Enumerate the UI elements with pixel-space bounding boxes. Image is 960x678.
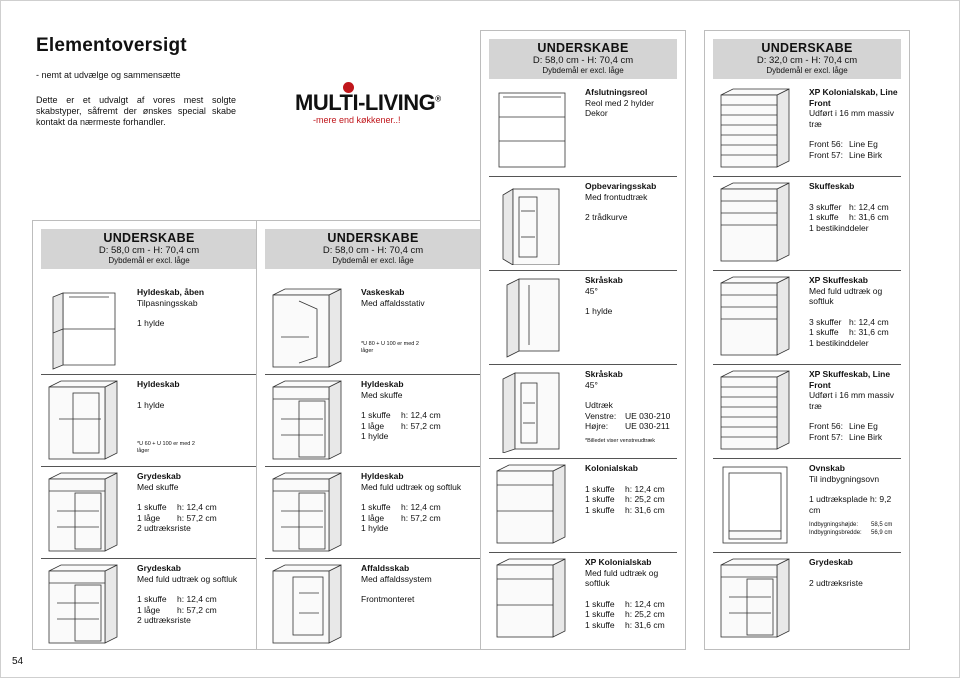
cabinet-name: XP Kolonialskab, Line Front xyxy=(809,87,898,108)
cabinet-item xyxy=(489,459,677,553)
spec-line: Udført i 16 mm massiv træ xyxy=(809,108,895,129)
spec-line xyxy=(585,390,675,400)
spec-line: Frontmonteret xyxy=(361,594,415,604)
spec-line xyxy=(585,296,675,306)
spec-line: 1 skuffe h: 12,4 cm xyxy=(361,410,441,420)
cabinet-item xyxy=(41,467,257,559)
spec-line: 2 trådkurve xyxy=(585,212,628,222)
page-number: 54 xyxy=(12,656,24,667)
cabinet-description xyxy=(137,563,255,626)
spec-line: Med affaldssystem xyxy=(361,573,432,584)
cabinet-name: Skråskab xyxy=(585,369,623,379)
cabinet-name: XP Skuffeskab, Line Front xyxy=(809,369,891,390)
cabinet-description xyxy=(361,379,479,442)
spec-line: Udtræk xyxy=(585,400,613,410)
cabinet-column-4 xyxy=(704,30,910,650)
spec-line: 1 skuffe h: 12,4 cm xyxy=(137,502,217,512)
cabinet-name: XP Skuffeskab xyxy=(809,275,868,285)
spec-line: 1 låge h: 57,2 cm xyxy=(361,420,441,431)
cabinet-description xyxy=(137,379,255,454)
spec-line: Med skuffe xyxy=(137,481,179,492)
column-title: UNDERSKABE xyxy=(761,41,853,55)
cabinet-item xyxy=(713,459,901,553)
spec-line xyxy=(809,568,899,578)
spec-line xyxy=(809,129,899,139)
cabinet-description xyxy=(809,181,899,233)
spec-line xyxy=(809,307,899,317)
logo-tagline: -mere end køkkener..! xyxy=(313,115,401,125)
cabinet-description xyxy=(809,275,899,348)
spec-line xyxy=(137,308,255,318)
column-title: UNDERSKABE xyxy=(103,231,195,245)
spec-line: 1 hylde xyxy=(137,318,165,328)
cabinet-item xyxy=(489,83,677,177)
spec-line xyxy=(809,411,899,421)
cabinet-description xyxy=(585,463,675,515)
spec-line xyxy=(361,492,479,502)
cabinet-name: Vaskeskab xyxy=(361,287,405,297)
cabinet-name: Hyldeskab xyxy=(361,471,404,481)
cabinet-column-1 xyxy=(32,220,266,650)
spec-line: Front 57: Line Birk xyxy=(809,149,883,160)
cabinet-description xyxy=(585,87,675,119)
spec-line: 1 skuffe h: 12,4 cm xyxy=(137,594,217,604)
cabinet-description xyxy=(585,275,675,317)
spec-line xyxy=(809,192,899,202)
column-dimensions: D: 58,0 cm - H: 70,4 cm xyxy=(322,245,424,256)
cabinet-name: Kolonialskab xyxy=(585,463,638,473)
cabinet-name: Grydeskab xyxy=(137,563,181,573)
spec-line: 2 udtræksriste xyxy=(137,615,191,625)
spec-line: Højre: UE 030-211 xyxy=(585,421,670,431)
spec-line: 1 skuffe h: 12,4 cm xyxy=(585,483,665,494)
spec-line: Dekor xyxy=(585,108,608,118)
column-header xyxy=(713,39,901,79)
cabinet-name: Ovnskab xyxy=(809,463,845,473)
cabinet-description xyxy=(361,563,479,605)
cabinet-name: Hyldeskab xyxy=(361,379,404,389)
logo-wordmark: MULTI-LIVING® xyxy=(295,90,441,115)
spec-line: Front 56: Line Eg xyxy=(809,421,878,431)
column-depth-note: Dybdemål er excl. låge xyxy=(108,256,190,265)
spec-line: 1 hylde xyxy=(585,306,613,316)
spec-line: 1 skuffe h: 31,6 cm xyxy=(809,327,889,337)
cabinet-name: Grydeskab xyxy=(137,471,181,481)
page-title: Elementoversigt xyxy=(36,35,187,56)
column-dimensions: D: 58,0 cm - H: 70,4 cm xyxy=(98,245,200,256)
spec-line xyxy=(585,474,675,484)
spec-line xyxy=(137,390,255,400)
cabinet-description xyxy=(585,557,675,630)
cabinet-item xyxy=(41,283,257,375)
cabinet-item xyxy=(265,375,481,467)
column-header xyxy=(489,39,677,79)
spec-line: Front 57: Line Birk xyxy=(809,431,883,442)
cabinet-description xyxy=(361,471,479,534)
spec-line: 1 skuffe h: 25,2 cm xyxy=(585,494,665,504)
spec-line: 1 udtræksplade h: 9,2 cm xyxy=(809,494,892,515)
oven-dimension: Indbygningsbredde: 56,9 cm xyxy=(809,530,893,536)
spec-line: Med fuld udtræk og softluk xyxy=(809,285,883,306)
cabinet-description xyxy=(137,471,255,534)
cabinet-description xyxy=(809,369,899,442)
spec-line: Venstre: UE 030-210 xyxy=(585,410,671,421)
cabinet-description xyxy=(809,87,899,160)
spec-line xyxy=(809,484,899,494)
cabinet-item xyxy=(713,177,901,271)
spec-line: 2 udtræksriste xyxy=(809,577,863,588)
spec-line: 1 skuffe h: 12,4 cm xyxy=(361,502,441,512)
page-subtitle: - nemt at udvælge og sammensætte xyxy=(36,70,181,80)
spec-line xyxy=(361,584,479,594)
spec-line: Med frontudtræk xyxy=(585,191,648,202)
spec-line: 1 bestikinddeler xyxy=(809,222,869,233)
column-depth-note: Dybdemål er excl. låge xyxy=(542,66,624,75)
cabinet-footnote: *Billedet viser venstreudtræk xyxy=(585,437,656,444)
cabinet-column-2 xyxy=(256,220,490,650)
spec-line: Til indbygningsovn xyxy=(809,473,880,484)
cabinet-item xyxy=(713,271,901,365)
spec-line: 1 låge h: 57,2 cm xyxy=(137,604,217,615)
spec-line: 45° xyxy=(585,379,598,390)
spec-line: Med skuffe xyxy=(361,389,403,400)
spec-line xyxy=(137,584,255,594)
spec-line: Reol med 2 hylder xyxy=(585,97,654,108)
spec-line: Med fuld udtræk og softluk xyxy=(361,481,462,492)
spec-line: 3 skuffer h: 12,4 cm xyxy=(809,201,889,212)
spec-line xyxy=(585,202,675,212)
cabinet-item xyxy=(713,83,901,177)
spec-line: 1 skuffe h: 25,2 cm xyxy=(585,609,665,619)
spec-line: 45° xyxy=(585,285,598,296)
spec-line xyxy=(361,400,479,410)
spec-line: Udført i 16 mm massiv træ xyxy=(809,390,895,411)
spec-line: 3 skuffer h: 12,4 cm xyxy=(809,316,889,327)
spec-line: 1 hylde xyxy=(361,431,389,441)
spec-line: 1 skuffe h: 12,4 cm xyxy=(585,598,665,609)
column-depth-note: Dybdemål er excl. låge xyxy=(332,256,414,265)
column-dimensions: D: 32,0 cm - H: 70,4 cm xyxy=(756,55,858,66)
cabinet-description xyxy=(809,557,899,588)
cabinet-description xyxy=(361,287,479,354)
cabinet-item xyxy=(489,271,677,365)
cabinet-footnote: *U 60 + U 100 er med 2 låger xyxy=(137,441,195,454)
cabinet-item xyxy=(265,467,481,559)
spec-line: Front 56: Line Eg xyxy=(809,139,878,149)
spec-line: 1 skuffe h: 31,6 cm xyxy=(585,619,665,630)
cabinet-name: Skråskab xyxy=(585,275,623,285)
spec-line: 1 hylde xyxy=(361,523,389,533)
cabinet-item xyxy=(265,559,481,650)
column-dimensions: D: 58,0 cm - H: 70,4 cm xyxy=(532,55,634,66)
spec-line: 1 låge h: 57,2 cm xyxy=(137,512,217,523)
spec-line: 2 udtræksriste xyxy=(137,523,191,533)
cabinet-description xyxy=(585,181,675,223)
spec-line xyxy=(585,589,675,599)
cabinet-item xyxy=(41,375,257,467)
cabinet-name: Grydeskab xyxy=(809,557,853,567)
cabinet-item xyxy=(41,559,257,650)
column-title: UNDERSKABE xyxy=(537,41,629,55)
spec-line: 1 skuffe h: 31,6 cm xyxy=(585,504,665,515)
cabinet-item xyxy=(489,553,677,646)
cabinet-item xyxy=(489,365,677,459)
cabinet-column-3 xyxy=(480,30,686,650)
brand-logo xyxy=(295,82,441,130)
spec-line: 1 skuffe h: 31,6 cm xyxy=(809,212,889,222)
cabinet-description xyxy=(137,287,255,329)
spec-line: Med fuld udtræk og softluk xyxy=(137,573,238,584)
cabinet-footnote: *U 80 + U 100 er med 2 låger xyxy=(361,341,419,354)
cabinet-description xyxy=(809,463,899,537)
spec-line: Med fuld udtræk og softluk xyxy=(585,567,659,588)
column-header xyxy=(41,229,257,269)
spec-line: Med affaldsstativ xyxy=(361,297,425,308)
spec-line: 1 låge h: 57,2 cm xyxy=(361,512,441,523)
cabinet-item xyxy=(489,177,677,271)
cabinet-name: XP Kolonialskab xyxy=(585,557,652,567)
column-depth-note: Dybdemål er excl. låge xyxy=(766,66,848,75)
spec-line: 1 bestikinddeler xyxy=(809,337,869,348)
cabinet-description xyxy=(585,369,675,445)
spec-line: 1 hylde xyxy=(137,399,165,410)
intro-text: Dette er et udvalgt af vores mest solgte skabstyper, såfremt der ønskes special skabe kontakt da nærmeste forhandler. xyxy=(36,95,236,127)
cabinet-name: Afslutningsreol xyxy=(585,87,648,97)
cabinet-name: Skuffeskab xyxy=(809,181,855,191)
cabinet-name: Hyldeskab xyxy=(137,379,180,389)
cabinet-item xyxy=(265,283,481,375)
spec-line: Tilpasningsskab xyxy=(137,297,198,308)
cabinet-name: Hyldeskab, åben xyxy=(137,287,205,297)
oven-dimension: Indbygningshøjde: 58,5 cm xyxy=(809,522,893,528)
cabinet-name: Opbevaringsskab xyxy=(585,181,657,191)
cabinet-item xyxy=(713,553,901,646)
cabinet-name: Affaldsskab xyxy=(361,563,410,573)
column-header xyxy=(265,229,481,269)
cabinet-item xyxy=(713,365,901,459)
spec-line xyxy=(137,492,255,502)
column-title: UNDERSKABE xyxy=(327,231,419,245)
